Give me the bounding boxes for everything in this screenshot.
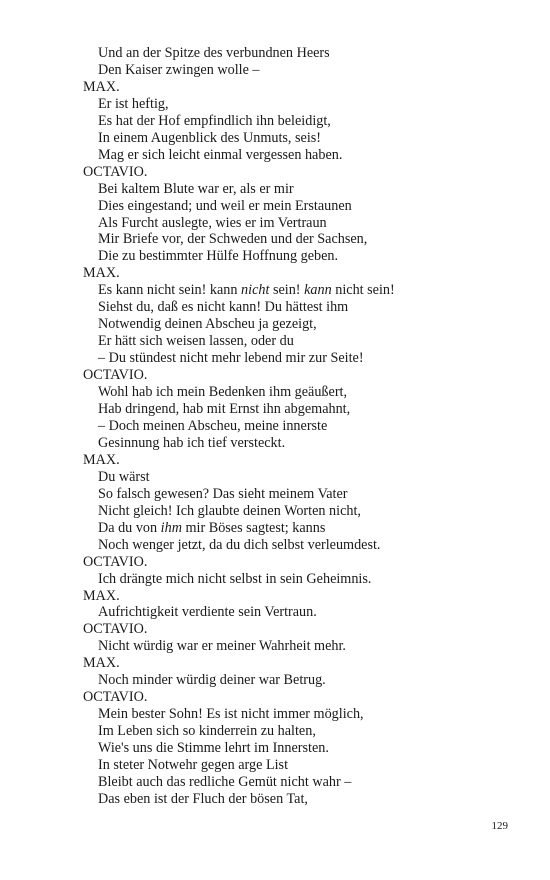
verse-line [83,215,523,232]
line-text: Siehst du, daß es nicht kann! Du hättest ihm [98,299,349,316]
verse-line [83,401,523,418]
line-text: Gesinnung hab ich tief versteckt. [98,434,286,451]
line-text: OCTAVIO. [83,367,148,384]
verse-line [83,181,523,198]
verse-line [83,638,523,655]
verse-line [83,503,523,520]
speaker-name [83,265,523,282]
line-text: OCTAVIO. [83,621,148,638]
speaker-name [83,588,523,605]
line-text: sein! [269,282,305,299]
verse-line [83,350,523,367]
line-text: MAX. [83,655,120,672]
line-text: Noch wenger jetzt, da du dich selbst verleumdest. [98,536,381,553]
line-text: Du wärst [98,468,150,485]
line-text: Die zu bestimmter Hülfe Hoffnung geben. [98,248,339,265]
line-text: Da du von [98,519,161,536]
line-text: OCTAVIO. [83,689,148,706]
verse-line [83,231,523,248]
speaker-name [83,689,523,706]
verse-line [83,469,523,486]
line-text: MAX. [83,265,120,282]
line-text: Es kann nicht sein! kann [98,282,242,299]
line-text: Noch minder würdig deiner war Betrug. [98,672,326,689]
emphasized-text: ihm [160,519,182,536]
line-text: Ich drängte mich nicht selbst in sein Geheimnis. [98,570,372,587]
verse-line [83,282,523,299]
verse-line [83,435,523,452]
line-text: nicht sein! [331,282,395,299]
emphasized-text: kann [304,282,332,299]
speaker-name [83,164,523,181]
line-text: Dies eingestand; und weil er mein Erstaunen [98,197,352,214]
speaker-name [83,367,523,384]
verse-line [83,248,523,265]
line-text: In steter Notwehr gegen arge List [98,757,289,774]
line-text: Als Furcht auslegte, wies er im Vertraun [98,214,327,231]
verse-line [83,706,523,723]
verse-line [83,537,523,554]
verse-line [83,418,523,435]
verse-line [83,333,523,350]
line-text: Wohl hab ich mein Bedenken ihm geäußert, [98,384,348,401]
line-text: Er hätt sich weisen lassen, oder du [98,333,294,350]
line-text: Und an der Spitze des verbundnen Heers [98,45,330,61]
line-text: So falsch gewesen? Das sieht meinem Vater [98,485,348,502]
verse-line [83,62,523,79]
line-text: Notwendig deinen Abscheu ja gezeigt, [98,316,317,333]
verse-line [83,723,523,740]
line-text: Im Leben sich so kinderrein zu halten, [98,723,316,740]
line-text: Hab dringend, hab mit Ernst ihn abgemahnt, [98,401,351,418]
line-text: MAX. [83,78,120,95]
verse-line [83,147,523,164]
speaker-name [83,621,523,638]
line-text: MAX. [83,587,120,604]
line-text: Nicht würdig war er meiner Wahrheit mehr. [98,638,346,655]
line-text: Nicht gleich! Ich glaubte deinen Worten nicht, [98,502,361,519]
page-number: 129 [491,820,508,832]
line-text: Mir Briefe vor, der Schweden und der Sachsen, [98,231,368,248]
line-text: Mein bester Sohn! Es ist nicht immer möglich, [98,706,364,723]
verse-line [83,130,523,147]
line-text: OCTAVIO. [83,553,148,570]
verse-line [83,198,523,215]
verse-line [83,384,523,401]
verse-line [83,571,523,588]
verse-line [83,791,523,808]
verse-line [83,299,523,316]
emphasized-text: nicht [241,282,270,299]
line-text: mir Böses sagtest; kanns [181,519,326,536]
line-text: Es hat der Hof empfindlich ihn beleidigt, [98,112,331,129]
line-text: Bei kaltem Blute war er, als er mir [98,180,294,197]
verse-line [83,740,523,757]
speaker-name [83,554,523,571]
speaker-name [83,79,523,96]
line-text: Aufrichtigkeit verdiente sein Vertraun. [98,604,317,621]
verse-line [83,96,523,113]
line-text: – Doch meinen Abscheu, meine innerste [98,417,328,434]
line-text: OCTAVIO. [83,163,148,180]
line-text: Mag er sich leicht einmal vergessen haben. [98,146,343,163]
drama-text [83,45,523,808]
line-text: Bleibt auch das redliche Gemüt nicht wahr – [98,773,352,790]
speaker-name [83,452,523,469]
line-text: – Du stündest nicht mehr lebend mir zur Seite! [98,350,364,367]
line-text: Das eben ist der Fluch der bösen Tat, [98,790,308,807]
verse-line [83,113,523,130]
verse-line [83,604,523,621]
verse-line [83,45,523,62]
line-text: MAX. [83,451,120,468]
verse-line [83,520,523,537]
verse-line [83,486,523,503]
verse-line [83,672,523,689]
verse-line [83,316,523,333]
line-text: Er ist heftig, [98,95,169,112]
line-text: Wie's uns die Stimme lehrt im Innersten. [98,740,329,757]
verse-line [83,774,523,791]
line-text: Den Kaiser zwingen wolle – [98,61,260,78]
verse-line [83,757,523,774]
speaker-name [83,655,523,672]
line-text: In einem Augenblick des Unmuts, seis! [98,129,322,146]
